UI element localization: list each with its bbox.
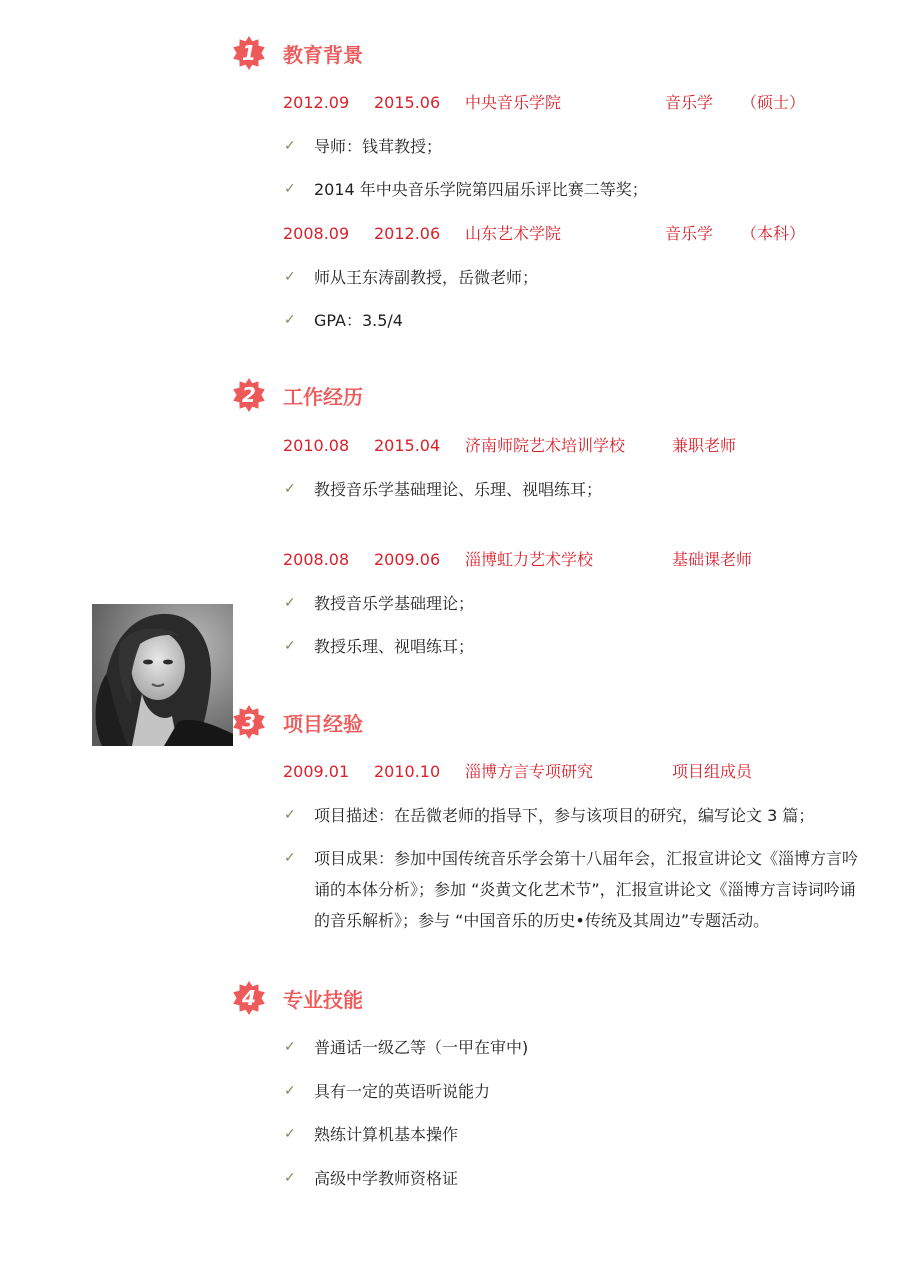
entry-start-date: 2008.08 [283,550,350,569]
list-item: ✓ 师从王东涛副教授，岳微老师； [284,262,868,293]
entry-start-date: 2010.08 [283,436,350,455]
entry-end-date: 2010.10 [374,762,441,781]
checkmark-icon: ✓ [284,595,296,611]
entry-role: 兼职老师 [672,436,737,455]
checkmark-icon: ✓ [284,1126,296,1142]
entry-start-date: 2008.09 [283,224,350,243]
entry-degree: （硕士） [741,93,806,112]
list-item: ✓ 具有一定的英语听说能力 [284,1076,868,1107]
list-item: ✓ 2014 年中央音乐学院第四届乐评比赛二等奖； [284,174,868,205]
section-number: 1 [242,41,256,65]
entry-end-date: 2012.06 [374,224,441,243]
section-header-projects [232,704,363,740]
checkmark-icon: ✓ [284,638,296,654]
profile-photo [92,604,233,746]
section-title: 教育背景 [283,42,363,67]
entry-degree: （本科） [741,224,806,243]
checkmark-icon: ✓ [284,312,296,328]
entry-organization: 淄博虹力艺术学校 [465,550,594,569]
checkmark-icon: ✓ [284,1039,296,1055]
section-number: 3 [242,710,256,734]
entry-end-date: 2015.06 [374,93,441,112]
section-title: 专业技能 [283,987,363,1012]
section-header-work [232,377,363,413]
list-item: ✓ 普通话一级乙等（一甲在审中) [284,1032,868,1063]
checkmark-icon: ✓ [284,1170,296,1186]
starburst-badge-icon [232,705,266,739]
starburst-badge-icon [232,981,266,1015]
entry-school: 山东艺术学院 [465,224,562,243]
section-title: 项目经验 [283,711,363,736]
entry-role: 项目组成员 [672,762,753,781]
starburst-badge-icon [232,36,266,70]
section-number: 4 [242,986,256,1010]
entry-start-date: 2012.09 [283,93,350,112]
list-item: ✓ 高级中学教师资格证 [284,1163,868,1194]
list-item: ✓ 项目描述：在岳微老师的指导下，参与该项目的研究，编写论文 3 篇； [284,800,868,831]
list-item: ✓ 熟练计算机基本操作 [284,1119,868,1150]
checkmark-icon: ✓ [284,138,296,154]
entry-major: 音乐学 [665,93,714,112]
entry-end-date: 2015.04 [374,436,441,455]
checkmark-icon: ✓ [284,1083,296,1099]
list-item: ✓ 教授音乐学基础理论、乐理、视唱练耳； [284,474,868,505]
section-number: 2 [242,383,256,407]
section-header-skills [232,980,363,1016]
entry-end-date: 2009.06 [374,550,441,569]
entry-organization: 济南师院艺术培训学校 [465,436,626,455]
checkmark-icon: ✓ [284,269,296,285]
list-item: ✓ 导师：钱茸教授； [284,131,868,162]
entry-major: 音乐学 [665,224,714,243]
entry-project-name: 淄博方言专项研究 [465,762,594,781]
list-item: ✓ 教授音乐学基础理论； [284,588,868,619]
entry-role: 基础课老师 [672,550,753,569]
starburst-badge-icon [232,378,266,412]
checkmark-icon: ✓ [284,481,296,497]
checkmark-icon: ✓ [284,850,296,866]
section-title: 工作经历 [283,384,363,409]
list-item: ✓ GPA：3.5/4 [284,305,868,336]
section-header-education [232,35,363,71]
entry-start-date: 2009.01 [283,762,350,781]
checkmark-icon: ✓ [284,181,296,197]
list-item: ✓ 教授乐理、视唱练耳； [284,631,868,662]
checkmark-icon: ✓ [284,807,296,823]
list-item: ✓ 项目成果：参加中国传统音乐学会第十八届年会，汇报宣讲论文《淄博方言吟诵的本体分析》；参加 “炎黄文化艺术节”，汇报宣讲论文《淄博方言诗词吟诵的音乐解析》；参与 “中国音乐的历史•传统及其周边”专题活动。 [284,843,868,936]
entry-school: 中央音乐学院 [465,93,562,112]
